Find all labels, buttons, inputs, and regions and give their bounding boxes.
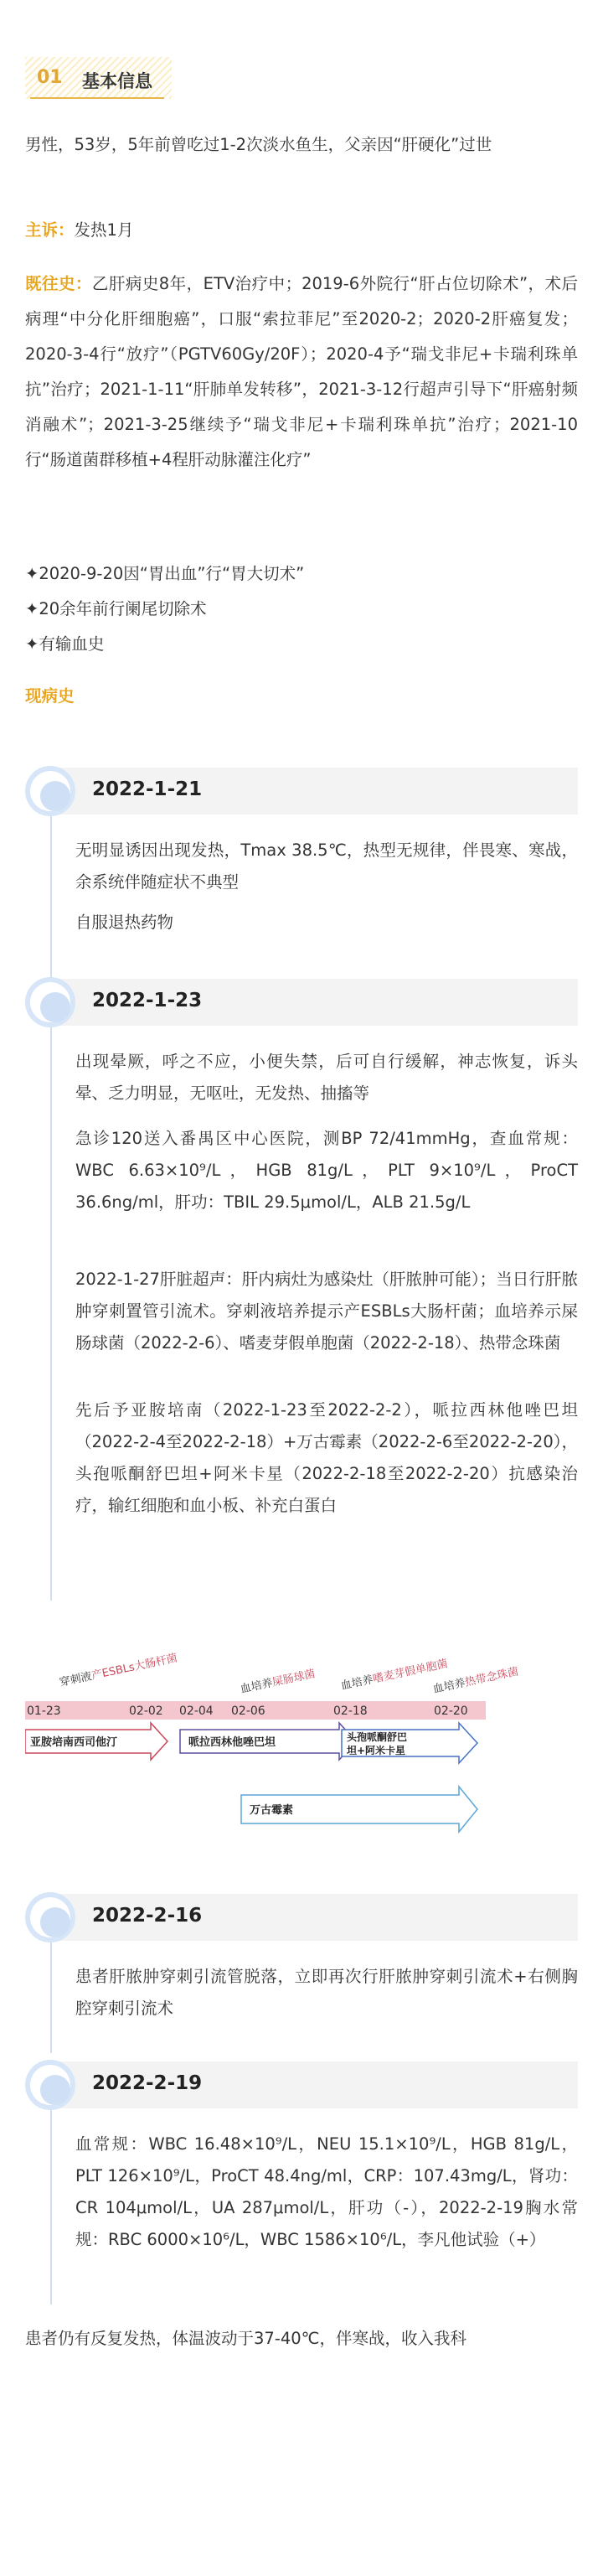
entry-text: 急诊120送入番禺区中心医院，测BP 72/41mmHg，查血常规：WBC 6.63×10⁹/L，HGB 81g/L，PLT 9×10⁹/L，ProCT 36.6ng/ml，肝功：TBIL 29.5μmol/L，ALB 21.5g/L — [75, 1129, 578, 1212]
timeline-svg — [25, 1649, 578, 1859]
date-tick: 02-02 — [129, 1704, 163, 1718]
drug-label-line1: 头孢哌酮舒巴 — [347, 1731, 408, 1743]
timeline-dot — [25, 1892, 75, 1942]
present-illness-heading: 现病史 — [25, 686, 75, 706]
culture-labels — [59, 1651, 520, 1695]
patient-intro: 男性，53岁，5年前曾吃过1-2次淡水鱼生，父亲因“肝硬化”过世 — [25, 135, 492, 154]
entry-text: 自服退热药物 — [75, 913, 174, 932]
entry-text: 先后予亚胺培南（2022-1-23至2022-2-2），哌拉西林他唑巴坦（2022-2-4至2022-2-18）+万古霉素（2022-2-6至2022-2-20），头孢哌酮舒巴坦+阿米卡星（2022-2-18至2022-2-20）抗感染治疗，输红细胞和血小板、补充白蛋白 — [75, 1400, 578, 1515]
past-history — [25, 266, 578, 478]
section-title: 基本信息 — [82, 71, 152, 91]
entry-text: 2022-1-27肝脏超声：肝内病灶为感染灶（肝脓肿可能）；当日行肝脓肿穿刺置管引流术。穿刺液培养提示产ESBLs大肠杆菌；血培养示屎肠球菌（2022-2-6）、嗜麦芽假单胞菌（2022-2-18）、热带念珠菌 — [75, 1270, 578, 1353]
timeline-dot — [25, 977, 75, 1027]
closing-text: 患者仍有反复发热，体温波动于37-40℃，伴寒战，收入我科 — [25, 2329, 467, 2348]
date-label: 2022-2-19 — [92, 2072, 203, 2094]
chief-complaint-text: 发热1月 — [74, 220, 134, 240]
culture-label: 穿刺液产ESBLs大肠杆菌 — [58, 1652, 179, 1689]
section-underline — [30, 97, 164, 99]
date-label: 2022-1-23 — [92, 990, 203, 1011]
date-tick: 02-04 — [179, 1704, 214, 1718]
drug-label: 哌拉西林他唑巴坦 — [188, 1736, 276, 1749]
entry-text: 出现晕厥，呼之不应，小便失禁，后可自行缓解，神志恢复，诉头晕、乏力明显，无呕吐，无发热、抽搐等 — [75, 1052, 578, 1103]
date-tick: 02-18 — [333, 1704, 368, 1718]
culture-label: 血培养嗜麦芽假单胞菌 — [339, 1658, 450, 1693]
bullet-item: ✦2020-9-20因“胃出血”行“胃大切术” — [25, 564, 305, 583]
past-history-text: 乙肝病史8年，ETV治疗中；2019-6外院行“肝占位切除术”，术后病理“中分化肝细胞癌”，口服“索拉菲尼”至2020-2；2020-2肝癌复发；2020-3-4行“放疗”（PGTV60Gy/20F）；2020-4予“瑞戈非尼+卡瑞利珠单抗”治疗；2021-1-11“肝肺单发转移”，2021-3-12行超声引导下“肝癌射频消融术”；2021-3-25继续予“瑞戈非尼+卡瑞利珠单抗”治疗；2021-10行“肠道菌群移植+4程肝动脉灌注化疗” — [25, 274, 578, 469]
timeline-date — [25, 2060, 578, 2110]
drug-label-line2: 坦+阿米卡星 — [347, 1745, 406, 1756]
date-tick: 01-23 — [27, 1704, 61, 1718]
drug-label: 亚胺培南西司他汀 — [30, 1736, 118, 1749]
bullet-item: ✦有输血史 — [25, 634, 105, 654]
bullet-item: ✦20余年前行阑尾切除术 — [25, 599, 207, 618]
entry-text: 血常规：WBC 16.48×10⁹/L，NEU 15.1×10⁹/L，HGB 81g/L，PLT 126×10⁹/L，ProCT 48.4ng/ml，CRP：107.43mg/L，肾功：CR 104μmol/L，UA 287μmol/L，肝功（-），2022-2-19胸水常规：RBC 6000×10⁶/L，WBC 1586×10⁶/L，李凡他试验（+） — [75, 2134, 578, 2249]
section-number: 01 — [37, 67, 63, 88]
past-history-label: 既往史： — [25, 274, 92, 293]
culture-label: 血培养热带念珠菌 — [431, 1665, 520, 1696]
date-label: 2022-2-16 — [92, 1905, 203, 1927]
timeline-date — [25, 1892, 578, 1942]
timeline-dot — [25, 2060, 75, 2110]
chief-complaint-label: 主诉： — [25, 220, 75, 240]
date-tick: 02-20 — [434, 1704, 468, 1718]
drug-label: 万古霉素 — [250, 1804, 294, 1817]
timeline-line — [50, 2087, 52, 2304]
antibiotic-timeline-diagram — [25, 1649, 578, 1859]
chief-complaint — [25, 213, 578, 248]
section-header — [25, 57, 172, 99]
timeline-dot — [25, 766, 75, 816]
timeline-date — [25, 977, 578, 1027]
date-label: 2022-1-21 — [92, 778, 203, 800]
entry-text: 患者肝脓肿穿刺引流管脱落，立即再次行肝脓肿穿刺引流术+右侧胸腔穿刺引流术 — [75, 1967, 578, 2018]
culture-label: 血培养屎肠球菌 — [239, 1668, 317, 1696]
timeline-date — [25, 766, 578, 816]
timeline-line — [50, 804, 52, 1601]
entry-text: 无明显诱因出现发热，Tmax 38.5℃，热型无规律，伴畏寒、寒战，余系统伴随症状不典型 — [75, 841, 578, 892]
drug-arrow — [342, 1723, 477, 1763]
date-tick: 02-06 — [231, 1704, 265, 1718]
